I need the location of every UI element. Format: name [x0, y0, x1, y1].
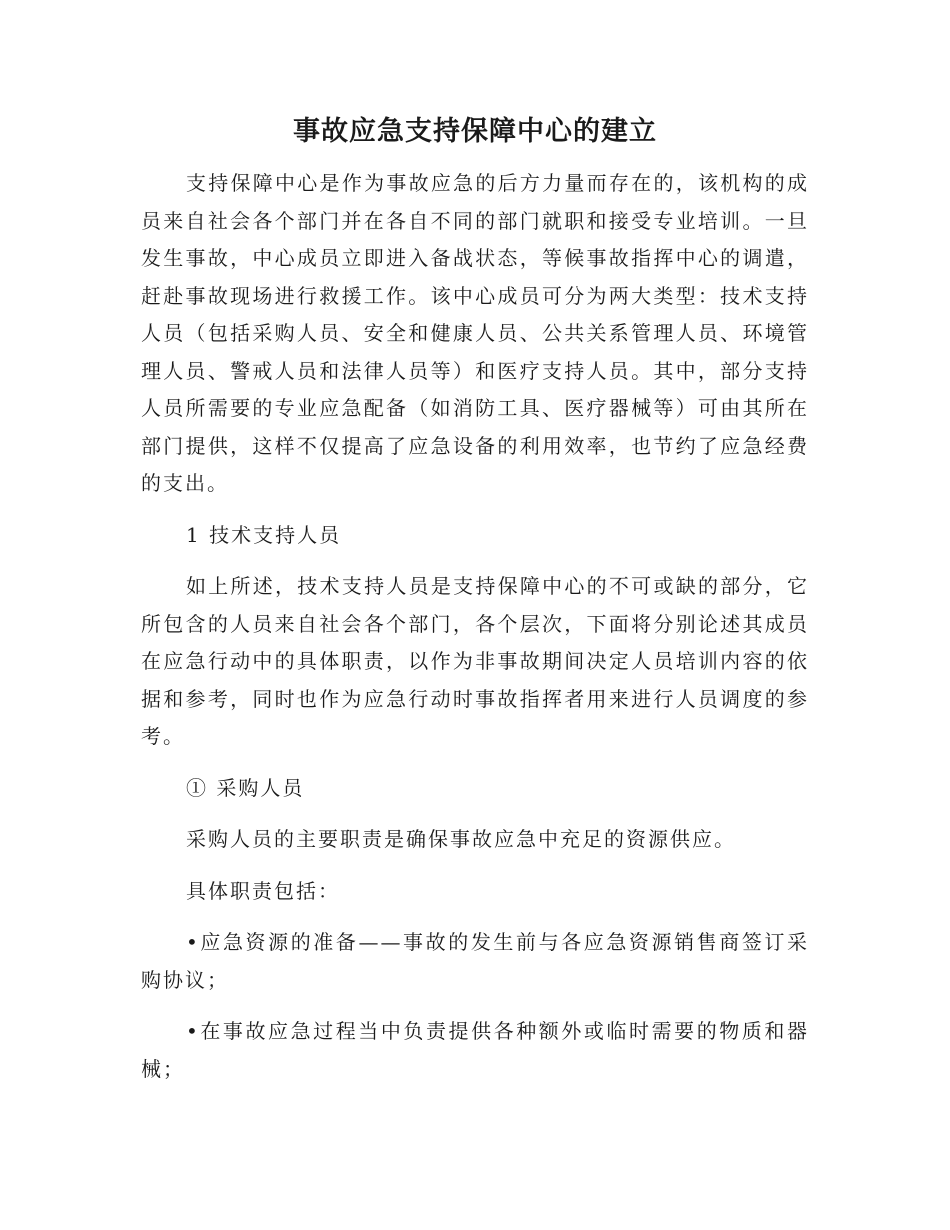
intro-paragraph: 支持保障中心是作为事故应急的后方力量而存在的，该机构的成员来自社会各个部门并在各自不同的部门就职和接受专业培训。一旦发生事故，中心成员立即进入备战状态，等候事故指挥中心的调遣，赶赴事故现场进行救援工作。该中心成员可分为两大类型：技术支持人员（包括采购人员、安全和健康人员、公共关系管理人员、环境管理人员、警戒人员和法律人员等）和医疗支持人员。其中，部分支持人员所需要的专业应急配备（如消防工具、医疗器械等）可由其所在部门提供，这样不仅提高了应急设备的利用效率，也节约了应急经费的支出。	[141, 171, 809, 495]
technical-support-paragraph: 如上所述，技术支持人员是支持保障中心的不可或缺的部分，它所包含的人员来自社会各个部门，各个层次，下面将分别论述其成员在应急行动中的具体职责，以作为非事故期间决定人员培训内容的依据和参考，同时也作为应急行动时事故指挥者用来进行人员调度的参考。	[141, 574, 809, 748]
procurement-duty-paragraph: 采购人员的主要职责是确保事故应急中充足的资源供应。	[186, 827, 736, 851]
document-body	[141, 165, 809, 1102]
duties-intro-paragraph: 具体职责包括：	[186, 878, 340, 903]
duty-bullet-item: •应急资源的准备——事故的发生前与各应急资源销售商签订采购协议；	[141, 930, 809, 992]
duty-bullet-item: •在事故应急过程当中负责提供各种额外或临时需要的物质和器械；	[141, 1019, 809, 1081]
section-heading-technical-support: 1 技术支持人员	[186, 522, 342, 547]
document-title: 事故应急支持保障中心的建立	[293, 116, 657, 147]
subsection-heading-procurement: ① 采购人员	[186, 775, 305, 800]
